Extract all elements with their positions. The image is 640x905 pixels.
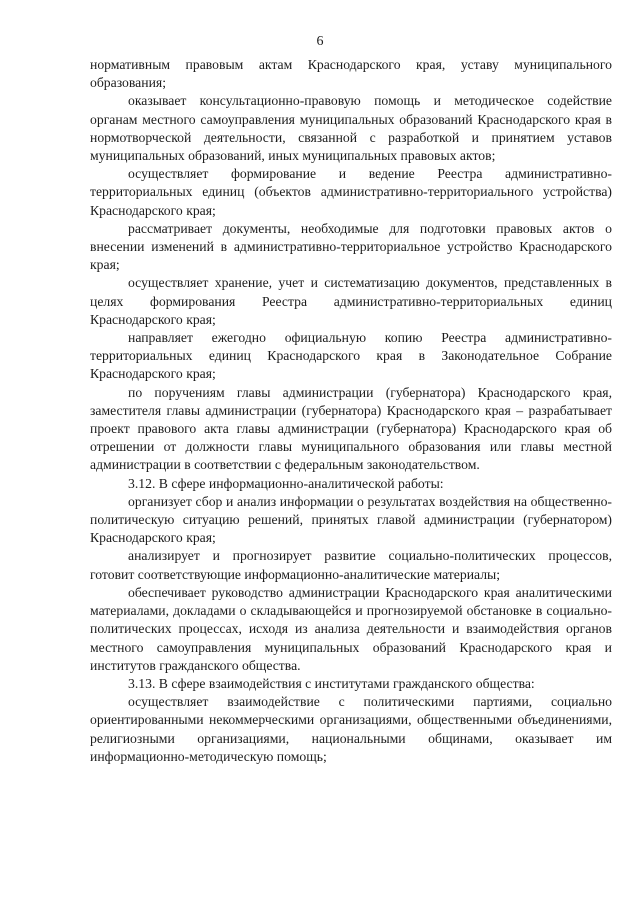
paragraph: рассматривает документы, необходимые для подготовки правовых актов о внесении изменений в административно-территориальное устройство Краснодарского края; <box>90 220 612 273</box>
paragraph: оказывает консультационно-правовую помощь и методическое содействие органам местного самоуправления муниципальных образований Краснодарского края в нормотворческой деятельности, связанной с разработкой и принятием уставов муниципальных образований, иных муниципальных правовых актов; <box>90 93 612 164</box>
paragraph: направляет ежегодно официальную копию Реестра административно-территориальных единиц Краснодарского края в Законодательное Собрание Краснодарского края; <box>90 330 612 382</box>
paragraph-continuation: нормативным правовым актам Краснодарского края, уставу муниципального образования; <box>90 57 612 91</box>
document-body <box>90 56 612 766</box>
page-number: 6 <box>316 34 324 49</box>
paragraph: осуществляет хранение, учет и систематизацию документов, представленных в целях формирования Реестра административно-территориальных единиц Краснодарского края; <box>90 275 612 327</box>
paragraph: осуществляет формирование и ведение Реестра административно-территориальных единиц (объектов административно-территориального устройства) Краснодарского края; <box>90 166 612 218</box>
paragraph: организует сбор и анализ информации о результатах воздействия на общественно-политическую ситуацию решений, принятых главой администрации (губернатором) Краснодарского края; <box>90 493 612 546</box>
paragraph: по поручениям главы администрации (губернатора) Краснодарского края, заместителя главы администрации (губернатора) Краснодарского края – разрабатывает проект правового акта главы администрации (губернатора) Краснодарского края об отрешении от должности главы муниципального образования или главы местной администрации в соответствии с федеральным законодательством. <box>90 384 612 473</box>
paragraph: анализирует и прогнозирует развитие социально-политических процессов, готовит соответствующие информационно-аналитические материалы; <box>90 548 612 582</box>
section-heading-3-12: 3.12. В сфере информационно-аналитической работы: <box>128 475 444 491</box>
paragraph: осуществляет взаимодействие с политическими партиями, социально ориентированными некоммерческими организациями, общественными объединениями, религиозными организациями, национальными общинами, оказывает им информационно-методическую помощь; <box>90 694 612 764</box>
paragraph: обеспечивает руководство администрации Краснодарского края аналитическими материалами, докладами о складывающейся и прогнозируемой обстановке в социально-политических процессах, исходя из анализа деятельности и взаимодействия органов местного самоуправления муниципальных образований Краснодарского края и институтов гражданского общества. <box>90 584 612 673</box>
section-heading-3-13: 3.13. В сфере взаимодействия с институтами гражданского общества: <box>128 675 535 691</box>
